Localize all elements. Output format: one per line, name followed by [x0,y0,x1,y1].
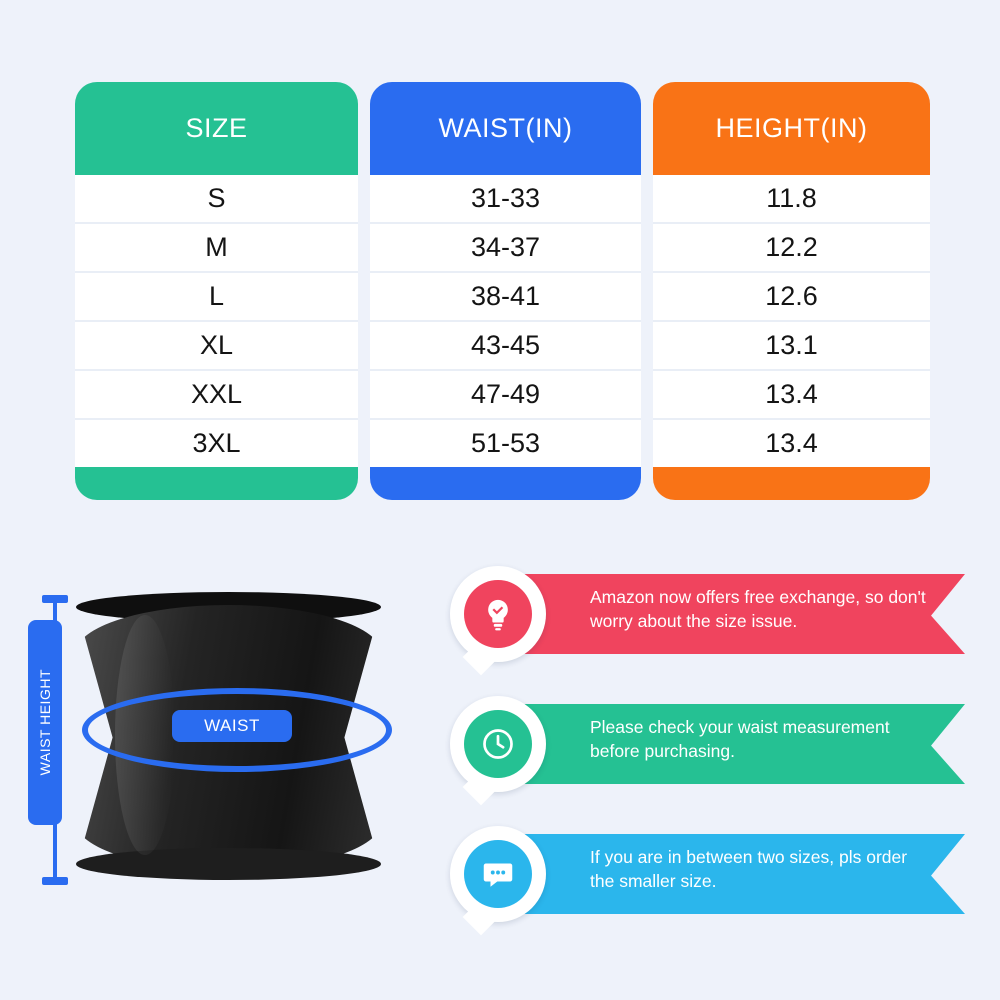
height-cap-top [42,595,68,603]
note-text: Please check your waist measurement before purchasing. [590,717,890,761]
table-cell: XXL [75,371,358,420]
table-cell: 13.4 [653,420,930,467]
table-cell: 3XL [75,420,358,467]
table-cell: 11.8 [653,175,930,224]
table-cell: 43-45 [370,322,641,371]
note-icon-bubble [450,826,546,922]
waist-label: WAIST [172,710,292,742]
lightbulb-icon [464,580,532,648]
table-cell: 12.2 [653,224,930,273]
clock-icon [464,710,532,778]
table-cell: M [75,224,358,273]
table-cell: 13.4 [653,371,930,420]
table-cell: 34-37 [370,224,641,273]
table-cell: 47-49 [370,371,641,420]
column-body-height [653,175,930,500]
column-header-waist: WAIST(IN) [438,113,573,143]
note-item [450,696,965,788]
table-cell: 12.6 [653,273,930,322]
note-text: Amazon now offers free exchange, so don't worry about the size issue. [590,587,926,631]
column-header-height: HEIGHT(IN) [715,113,868,143]
waist-height-label [28,620,62,825]
size-chart-table [75,82,930,500]
table-cell: 31-33 [370,175,641,224]
note-item [450,566,965,658]
column-body-waist [370,175,641,500]
height-cap-bottom [42,877,68,885]
table-column-size [75,82,358,500]
note-icon-bubble [450,696,546,792]
table-cell: 38-41 [370,273,641,322]
table-column-waist [370,82,641,500]
note-icon-bubble [450,566,546,662]
note-text: If you are in between two sizes, pls order the smaller size. [590,847,908,891]
table-cell: L [75,273,358,322]
table-cell: S [75,175,358,224]
table-cell: 51-53 [370,420,641,467]
product-illustration [20,560,440,980]
column-header-size: SIZE [185,113,248,143]
column-body-size [75,175,358,500]
notes-list [430,556,990,976]
table-cell: 13.1 [653,322,930,371]
table-cell: XL [75,322,358,371]
belt-bottom-edge [76,848,381,880]
chat-bubble-icon [464,840,532,908]
table-column-height [653,82,930,500]
waist-height-label-text: WAIST HEIGHT [37,669,53,776]
note-item [450,826,965,918]
